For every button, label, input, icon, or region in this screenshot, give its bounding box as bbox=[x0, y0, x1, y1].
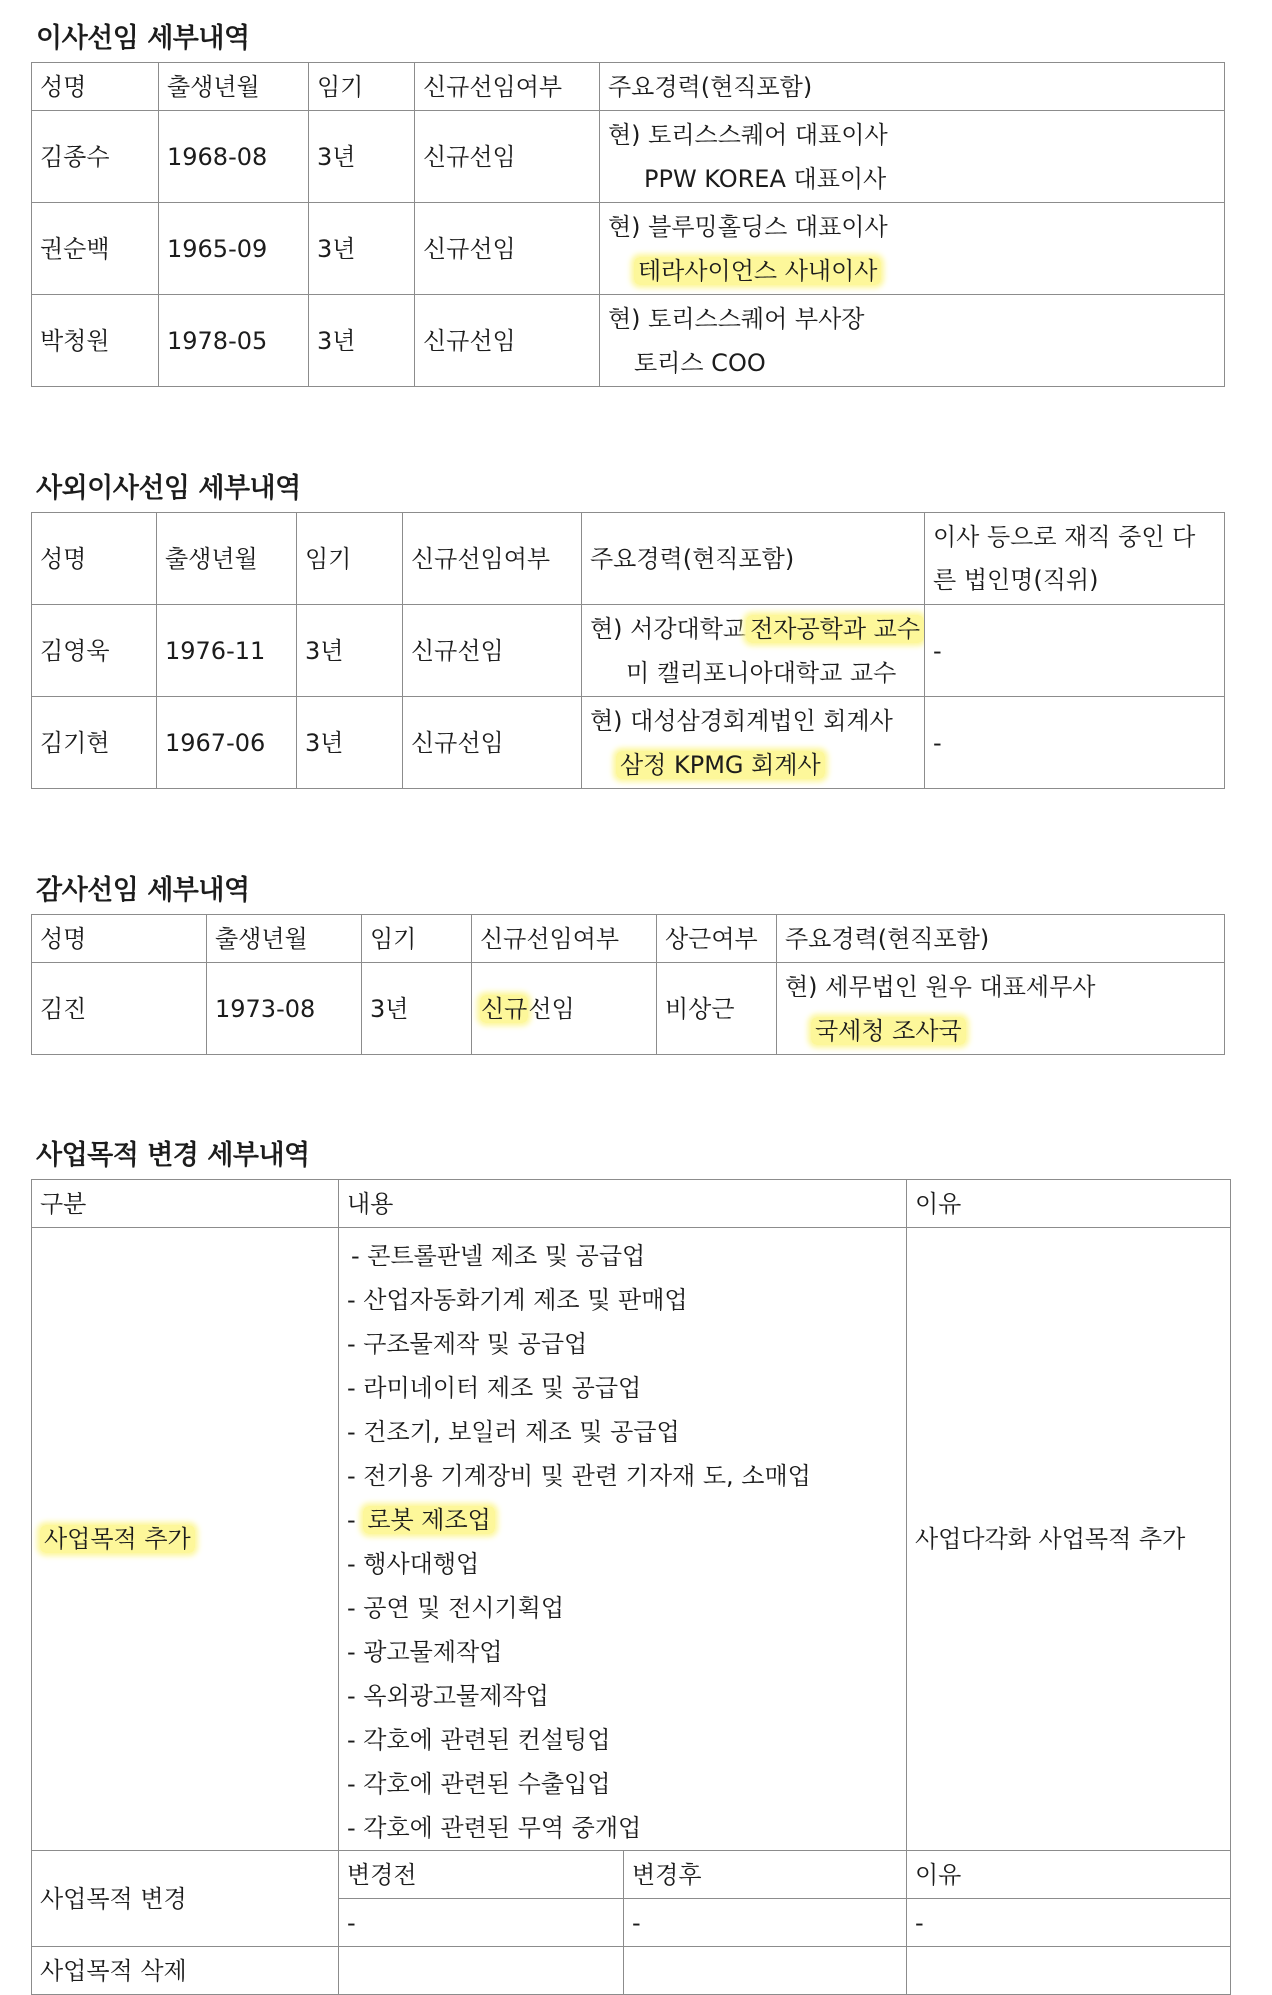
table-row bbox=[32, 203, 1225, 295]
cell-new: 신규선임 bbox=[415, 111, 600, 203]
cell-change-reason: - bbox=[907, 1899, 1231, 1947]
list-item: - 구조물제작 및 공급업 bbox=[347, 1330, 588, 1358]
cell-birth: 1973-08 bbox=[207, 963, 362, 1055]
cell-new: 신규선임 bbox=[415, 295, 600, 387]
cell-empty bbox=[907, 1947, 1231, 1995]
cell-name: 김진 bbox=[32, 963, 207, 1055]
career-line: PPW KOREA 대표이사 bbox=[644, 164, 887, 193]
list-item: - 전기용 기계장비 및 관련 기자재 도, 소매업 bbox=[347, 1462, 811, 1490]
header-term: 임기 bbox=[309, 63, 415, 111]
highlighted-text: 테라사이언스 사내이사 bbox=[634, 257, 881, 285]
header-career: 주요경력(현직포함) bbox=[582, 513, 925, 605]
career-line bbox=[785, 1009, 1224, 1053]
cell-new: 신규선임 bbox=[403, 697, 582, 789]
cell-content bbox=[339, 1228, 907, 1851]
table-row bbox=[32, 697, 1225, 789]
cell-empty bbox=[339, 1947, 624, 1995]
cell-new: 신규선임 bbox=[403, 605, 582, 697]
cell-other-corp: - bbox=[925, 605, 1225, 697]
cell-career bbox=[600, 295, 1225, 387]
cell-term: 3년 bbox=[297, 605, 403, 697]
cell-name: 김영욱 bbox=[32, 605, 157, 697]
cell-birth: 1978-05 bbox=[159, 295, 309, 387]
cell-before: - bbox=[339, 1899, 624, 1947]
table-row bbox=[32, 295, 1225, 387]
list-item: - 광고물제작업 bbox=[347, 1638, 503, 1666]
cell-category: 사업목적 삭제 bbox=[32, 1947, 339, 1995]
auditor-table bbox=[31, 914, 1225, 1055]
highlighted-text: 로봇 제조업 bbox=[363, 1506, 495, 1534]
cell-after: - bbox=[624, 1899, 907, 1947]
highlighted-text: 신규 bbox=[481, 994, 528, 1023]
cell-empty bbox=[624, 1947, 907, 1995]
career-prefix: 현) 서강대학교 bbox=[590, 614, 747, 643]
header-content: 내용 bbox=[339, 1180, 907, 1228]
career-line: 현) 블루밍홀딩스 대표이사 bbox=[608, 212, 888, 241]
header-new: 신규선임여부 bbox=[472, 915, 657, 963]
auditor-header-row bbox=[32, 915, 1225, 963]
cell-name: 김종수 bbox=[32, 111, 159, 203]
table-row bbox=[32, 1228, 1231, 1851]
cell-name: 박청원 bbox=[32, 295, 159, 387]
list-item: - 공연 및 전시기획업 bbox=[347, 1594, 565, 1622]
outside-directors-section-title: 사외이사선임 세부내역 bbox=[36, 473, 301, 504]
change-header-row bbox=[32, 1851, 1231, 1899]
table-row bbox=[32, 111, 1225, 203]
outside-directors-table bbox=[31, 512, 1225, 789]
header-before: 변경전 bbox=[339, 1851, 624, 1899]
auditor-section-title: 감사선임 세부내역 bbox=[36, 875, 250, 906]
header-new: 신규선임여부 bbox=[403, 513, 582, 605]
header-fulltime: 상근여부 bbox=[657, 915, 777, 963]
list-item: - 각호에 관련된 수출입업 bbox=[347, 1770, 611, 1798]
list-item: - 옥외광고물제작업 bbox=[347, 1682, 549, 1710]
highlighted-text: 국세청 조사국 bbox=[811, 1017, 966, 1045]
list-item: - 각호에 관련된 무역 중개업 bbox=[347, 1814, 642, 1842]
career-line bbox=[590, 743, 924, 787]
business-purpose-section-title: 사업목적 변경 세부내역 bbox=[36, 1140, 310, 1171]
cell-career bbox=[600, 203, 1225, 295]
career-line: 미 캘리포니아대학교 교수 bbox=[626, 658, 897, 687]
list-item-dash: - bbox=[347, 1506, 356, 1534]
cell-reason: 사업다각화 사업목적 추가 bbox=[907, 1228, 1231, 1851]
cell-new-rest: 선임 bbox=[528, 994, 575, 1023]
cell-term: 3년 bbox=[309, 203, 415, 295]
career-line: 현) 대성삼경회계법인 회계사 bbox=[590, 706, 893, 735]
cell-category: 사업목적 변경 bbox=[32, 1851, 339, 1947]
directors-header-row bbox=[32, 63, 1225, 111]
table-row bbox=[32, 963, 1225, 1055]
career-line: 현) 세무법인 원우 대표세무사 bbox=[785, 972, 1096, 1001]
cell-term: 3년 bbox=[362, 963, 472, 1055]
cell-term: 3년 bbox=[309, 295, 415, 387]
career-line: 현) 토리스스퀘어 대표이사 bbox=[608, 120, 888, 149]
header-name: 성명 bbox=[32, 513, 157, 605]
highlighted-text: 삼정 KPMG 회계사 bbox=[616, 751, 825, 779]
directors-table bbox=[31, 62, 1225, 387]
cell-birth: 1965-09 bbox=[159, 203, 309, 295]
header-after: 변경후 bbox=[624, 1851, 907, 1899]
cell-name: 권순백 bbox=[32, 203, 159, 295]
highlighted-text: 사업목적 추가 bbox=[40, 1525, 195, 1553]
cell-career bbox=[582, 605, 925, 697]
header-career: 주요경력(현직포함) bbox=[600, 63, 1225, 111]
career-line bbox=[608, 249, 1224, 293]
header-category: 구분 bbox=[32, 1180, 339, 1228]
list-item bbox=[347, 1498, 906, 1542]
header-change-reason: 이유 bbox=[907, 1851, 1231, 1899]
cell-career bbox=[600, 111, 1225, 203]
cell-career bbox=[582, 697, 925, 789]
cell-career bbox=[777, 963, 1225, 1055]
cell-birth: 1967-06 bbox=[157, 697, 297, 789]
career-line: 토리스 COO bbox=[634, 348, 766, 377]
header-name: 성명 bbox=[32, 915, 207, 963]
directors-section-title: 이사선임 세부내역 bbox=[36, 23, 250, 54]
list-item: - 라미네이터 제조 및 공급업 bbox=[347, 1374, 642, 1402]
cell-other-corp: - bbox=[925, 697, 1225, 789]
cell-name: 김기현 bbox=[32, 697, 157, 789]
cell-birth: 1968-08 bbox=[159, 111, 309, 203]
header-career: 주요경력(현직포함) bbox=[777, 915, 1225, 963]
list-item: - 행사대행업 bbox=[347, 1550, 480, 1578]
table-row bbox=[32, 605, 1225, 697]
cell-category bbox=[32, 1228, 339, 1851]
cell-birth: 1976-11 bbox=[157, 605, 297, 697]
list-item: - 각호에 관련된 컨설팅업 bbox=[347, 1726, 611, 1754]
business-purpose-table bbox=[31, 1179, 1231, 1995]
header-term: 임기 bbox=[297, 513, 403, 605]
outside-directors-header-row bbox=[32, 513, 1225, 605]
list-item: - 산업자동화기계 제조 및 판매업 bbox=[347, 1286, 688, 1314]
cell-term: 3년 bbox=[309, 111, 415, 203]
header-term: 임기 bbox=[362, 915, 472, 963]
header-birth: 출생년월 bbox=[207, 915, 362, 963]
highlighted-text: 전자공학과 교수 bbox=[746, 615, 924, 643]
business-purpose-header-row bbox=[32, 1180, 1231, 1228]
header-new: 신규선임여부 bbox=[415, 63, 600, 111]
career-line bbox=[590, 607, 924, 651]
header-reason: 이유 bbox=[907, 1180, 1231, 1228]
list-item: - 건조기, 보일러 제조 및 공급업 bbox=[347, 1418, 680, 1446]
cell-term: 3년 bbox=[297, 697, 403, 789]
cell-fulltime: 비상근 bbox=[657, 963, 777, 1055]
career-line: 현) 토리스스퀘어 부사장 bbox=[608, 304, 865, 333]
cell-new: 신규선임 bbox=[415, 203, 600, 295]
header-birth: 출생년월 bbox=[159, 63, 309, 111]
table-row bbox=[32, 1947, 1231, 1995]
cell-new bbox=[472, 963, 657, 1055]
header-birth: 출생년월 bbox=[157, 513, 297, 605]
header-other-corp: 이사 등으로 재직 중인 다른 법인명(직위) bbox=[925, 513, 1225, 605]
header-name: 성명 bbox=[32, 63, 159, 111]
list-item: - 콘트롤판넬 제조 및 공급업 bbox=[351, 1242, 646, 1270]
